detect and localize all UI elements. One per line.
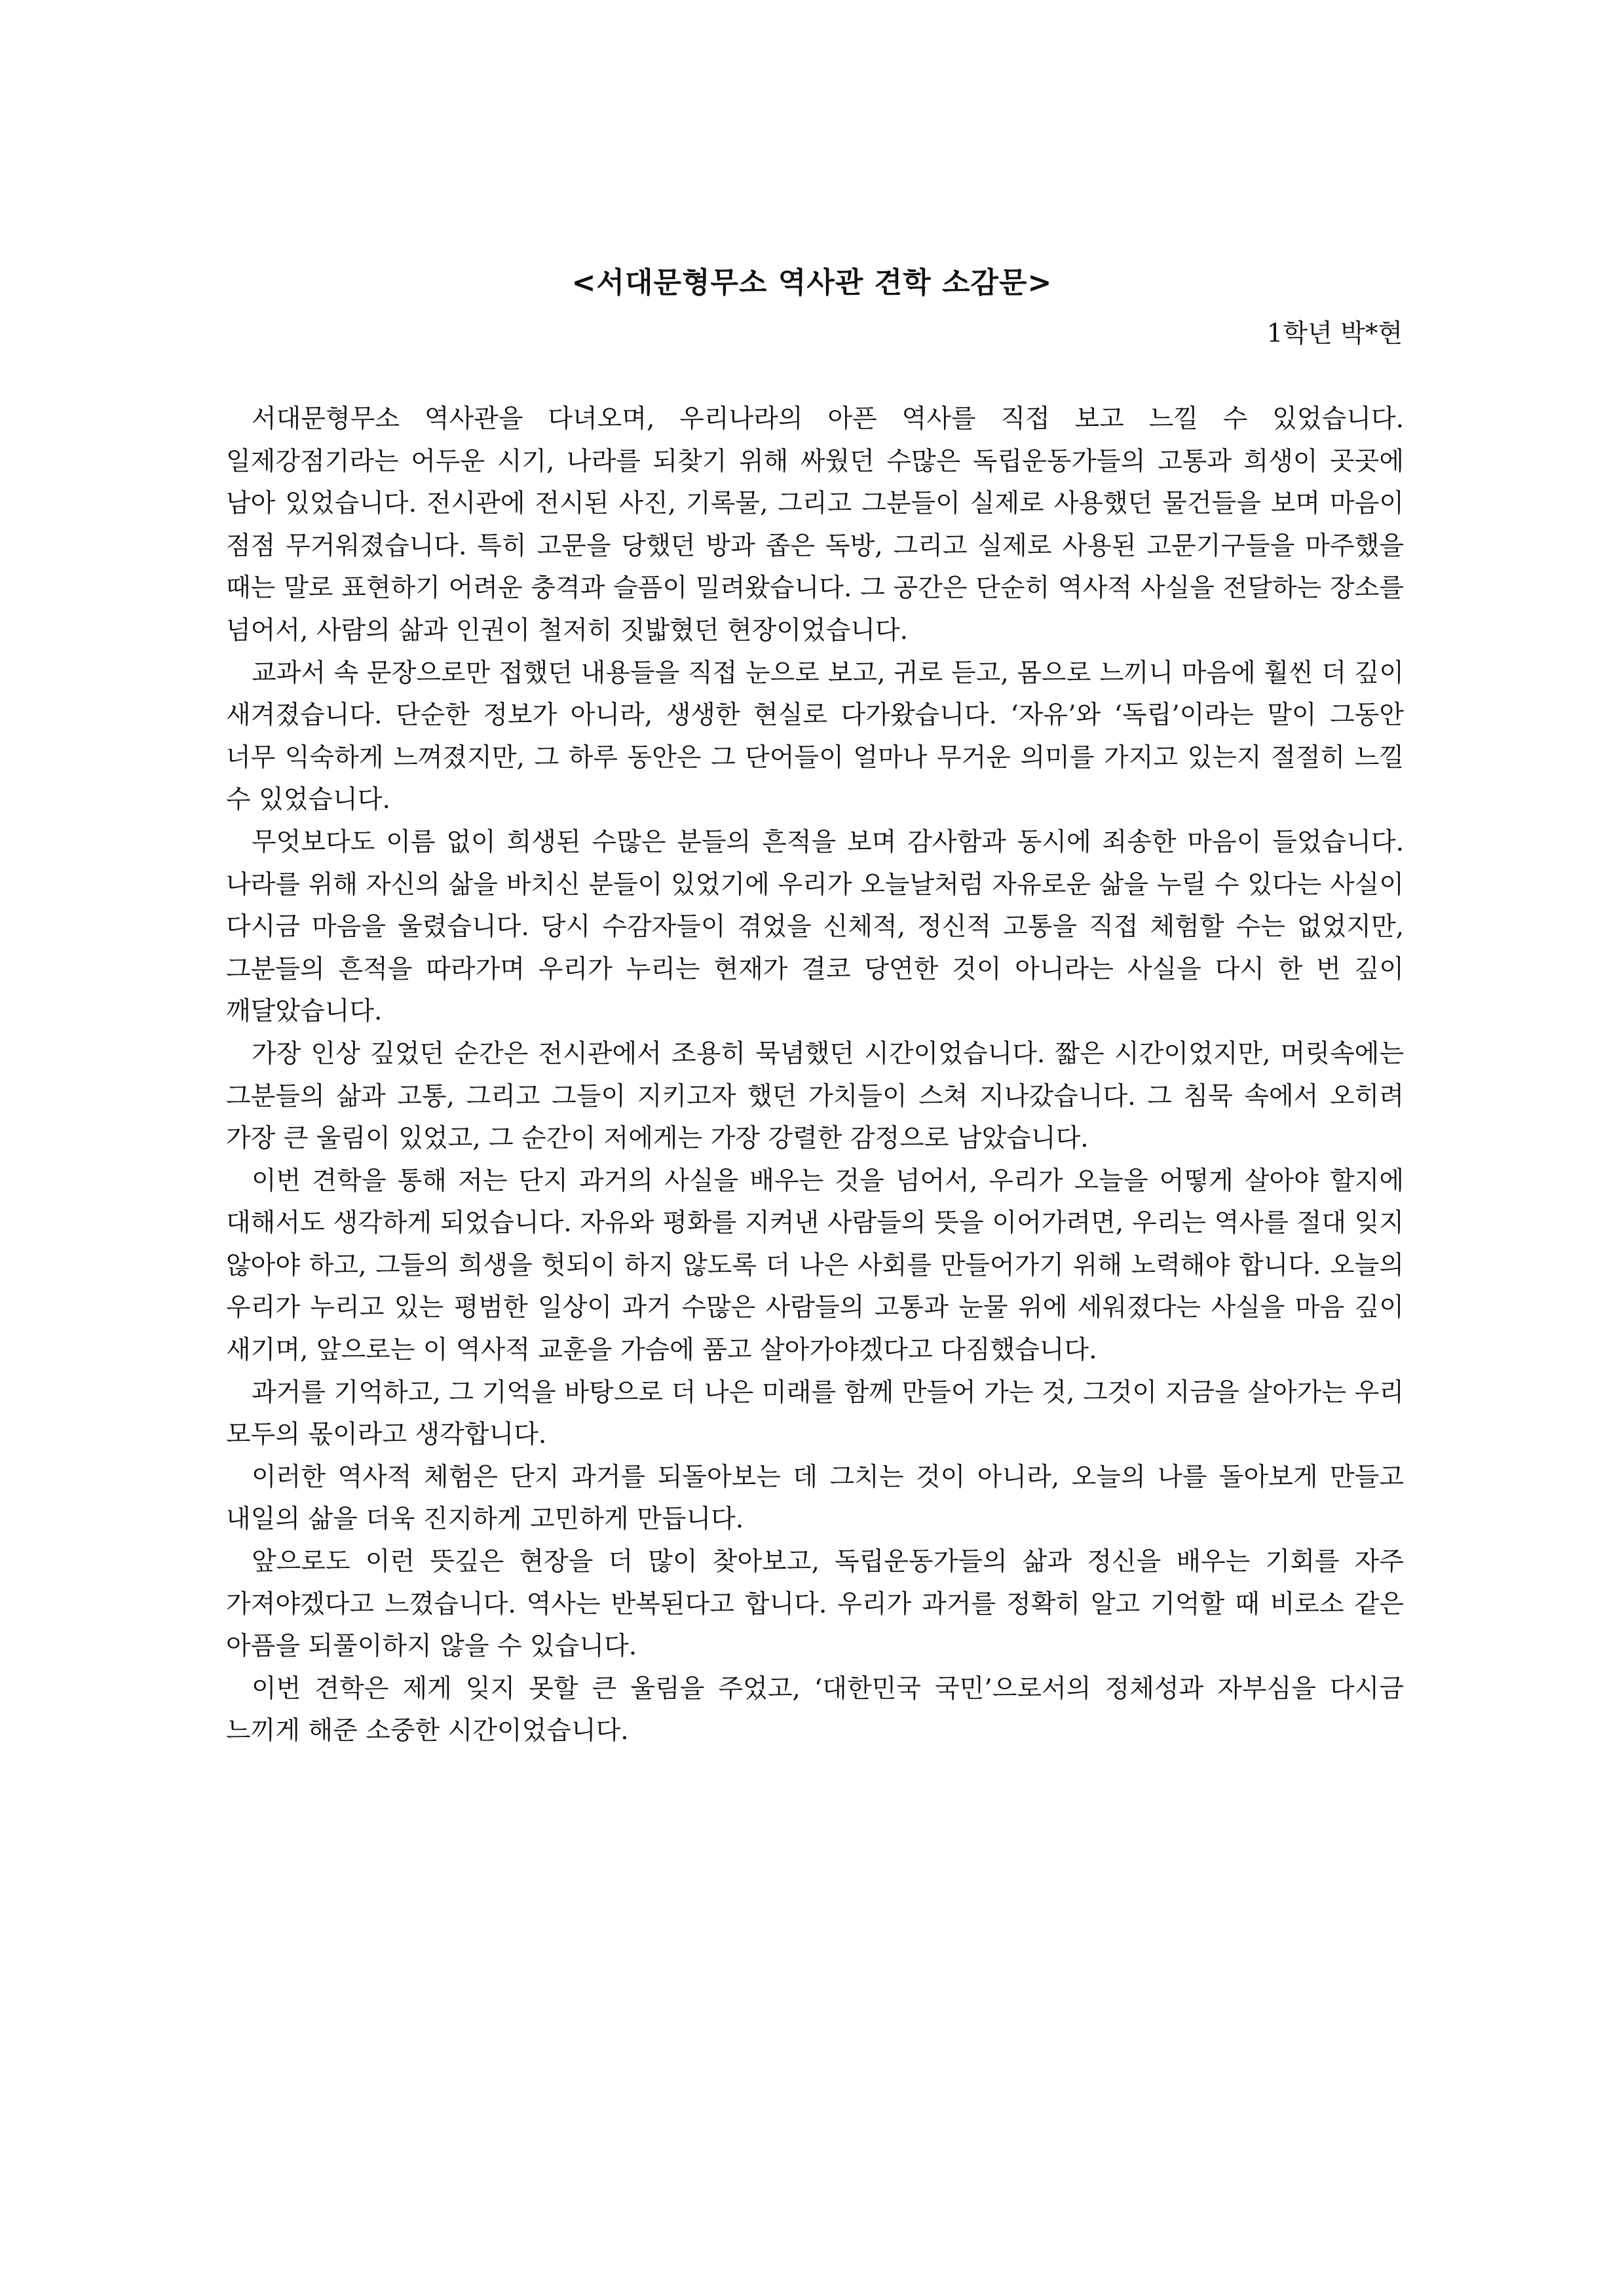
- paragraph-4: 가장 인상 깊었던 순간은 전시관에서 조용히 묵념했던 시간이었습니다. 짧은 시간이었지만, 머릿속에는 그분들의 삶과 고통, 그리고 그들이 지키고자 했던 가치들이 스쳐 지나갔습니다. 그 침묵 속에서 오히려 가장 큰 울림이 있었고, 그 순간이 저에게는 가장 강렬한 감정으로 남았습니다.: [226, 1039, 1404, 1154]
- essay-body: [226, 398, 1404, 1753]
- paragraph-2: 교과서 속 문장으로만 접했던 내용들을 직접 눈으로 보고, 귀로 듣고, 몸으로 느끼니 마음에 훨씬 더 깊이 새겨졌습니다. 단순한 정보가 아니라, 생생한 현실로 다가왔습니다. ‘자유’와 ‘독립’이라는 말이 그동안 너무 익숙하게 느껴졌지만, 그 하루 동안은 그 단어들이 얼마나 무거운 의미를 가지고 있는지 절절히 느낄 수 있었습니다.: [226, 658, 1404, 815]
- document-title: <서대문형무소 역사관 견학 소감문>: [571, 266, 1053, 299]
- paragraph-6: 과거를 기억하고, 그 기억을 바탕으로 더 나은 미래를 함께 만들어 가는 것, 그것이 지금을 살아가는 우리 모두의 몫이라고 생각합니다.: [226, 1377, 1404, 1450]
- paragraph-7: 이러한 역사적 체험은 단지 과거를 되돌아보는 데 그치는 것이 아니라, 오늘의 나를 돌아보게 만들고 내일의 삶을 더욱 진지하게 고민하게 만듭니다.: [226, 1462, 1404, 1535]
- paragraph-1: 서대문형무소 역사관을 다녀오며, 우리나라의 아픈 역사를 직접 보고 느낄 수 있었습니다. 일제강점기라는 어두운 시기, 나라를 되찾기 위해 싸웠던 수많은 독립운동가들의 고통과 희생이 곳곳에 남아 있었습니다. 전시관에 전시된 사진, 기록물, 그리고 그분들이 실제로 사용했던 물건들을 보며 마음이 점점 무거워졌습니다. 특히 고문을 당했던 방과 좁은 독방, 그리고 실제로 사용된 고문기구들을 마주했을 때는 말로 표현하기 어려운 충격과 슬픔이 밀려왔습니다. 그 공간은 단순히 역사적 사실을 전달하는 장소를 넘어서, 사람의 삶과 인권이 철저히 짓밟혔던 현장이었습니다.: [226, 404, 1404, 645]
- author-line: 1학년 박*현: [1266, 319, 1403, 349]
- paragraph-8: 앞으로도 이런 뜻깊은 현장을 더 많이 찾아보고, 독립운동가들의 삶과 정신을 배우는 기회를 자주 가져야겠다고 느꼈습니다. 역사는 반복된다고 합니다. 우리가 과거를 정확히 알고 기억할 때 비로소 같은 아픔을 되풀이하지 않을 수 있습니다.: [226, 1547, 1404, 1662]
- paragraph-5: 이번 견학을 통해 저는 단지 과거의 사실을 배우는 것을 넘어서, 우리가 오늘을 어떻게 살아야 할지에 대해서도 생각하게 되었습니다. 자유와 평화를 지켜낸 사람들의 뜻을 이어가려면, 우리는 역사를 절대 잊지 않아야 하고, 그들의 희생을 헛되이 하지 않도록 더 나은 사회를 만들어가기 위해 노력해야 합니다. 오늘의 우리가 누리고 있는 평범한 일상이 과거 수많은 사람들의 고통과 눈물 위에 세워졌다는 사실을 마음 깊이 새기며, 앞으로는 이 역사적 교훈을 가슴에 품고 살아가야겠다고 다짐했습니다.: [226, 1166, 1404, 1366]
- paragraph-9: 이번 견학은 제게 잊지 못할 큰 울림을 주었고, ‘대한민국 국민’으로서의 정체성과 자부심을 다시금 느끼게 해준 소중한 시간이었습니다.: [226, 1674, 1404, 1746]
- paragraph-3: 무엇보다도 이름 없이 희생된 수많은 분들의 흔적을 보며 감사함과 동시에 죄송한 마음이 들었습니다. 나라를 위해 자신의 삶을 바치신 분들이 있었기에 우리가 오늘날처럼 자유로운 삶을 누릴 수 있다는 사실이 다시금 마음을 울렸습니다. 당시 수감자들이 겪었을 신체적, 정신적 고통을 직접 체험할 수는 없었지만, 그분들의 흔적을 따라가며 우리가 누리는 현재가 결코 당연한 것이 아니라는 사실을 다시 한 번 깊이 깨달았습니다.: [226, 827, 1404, 1027]
